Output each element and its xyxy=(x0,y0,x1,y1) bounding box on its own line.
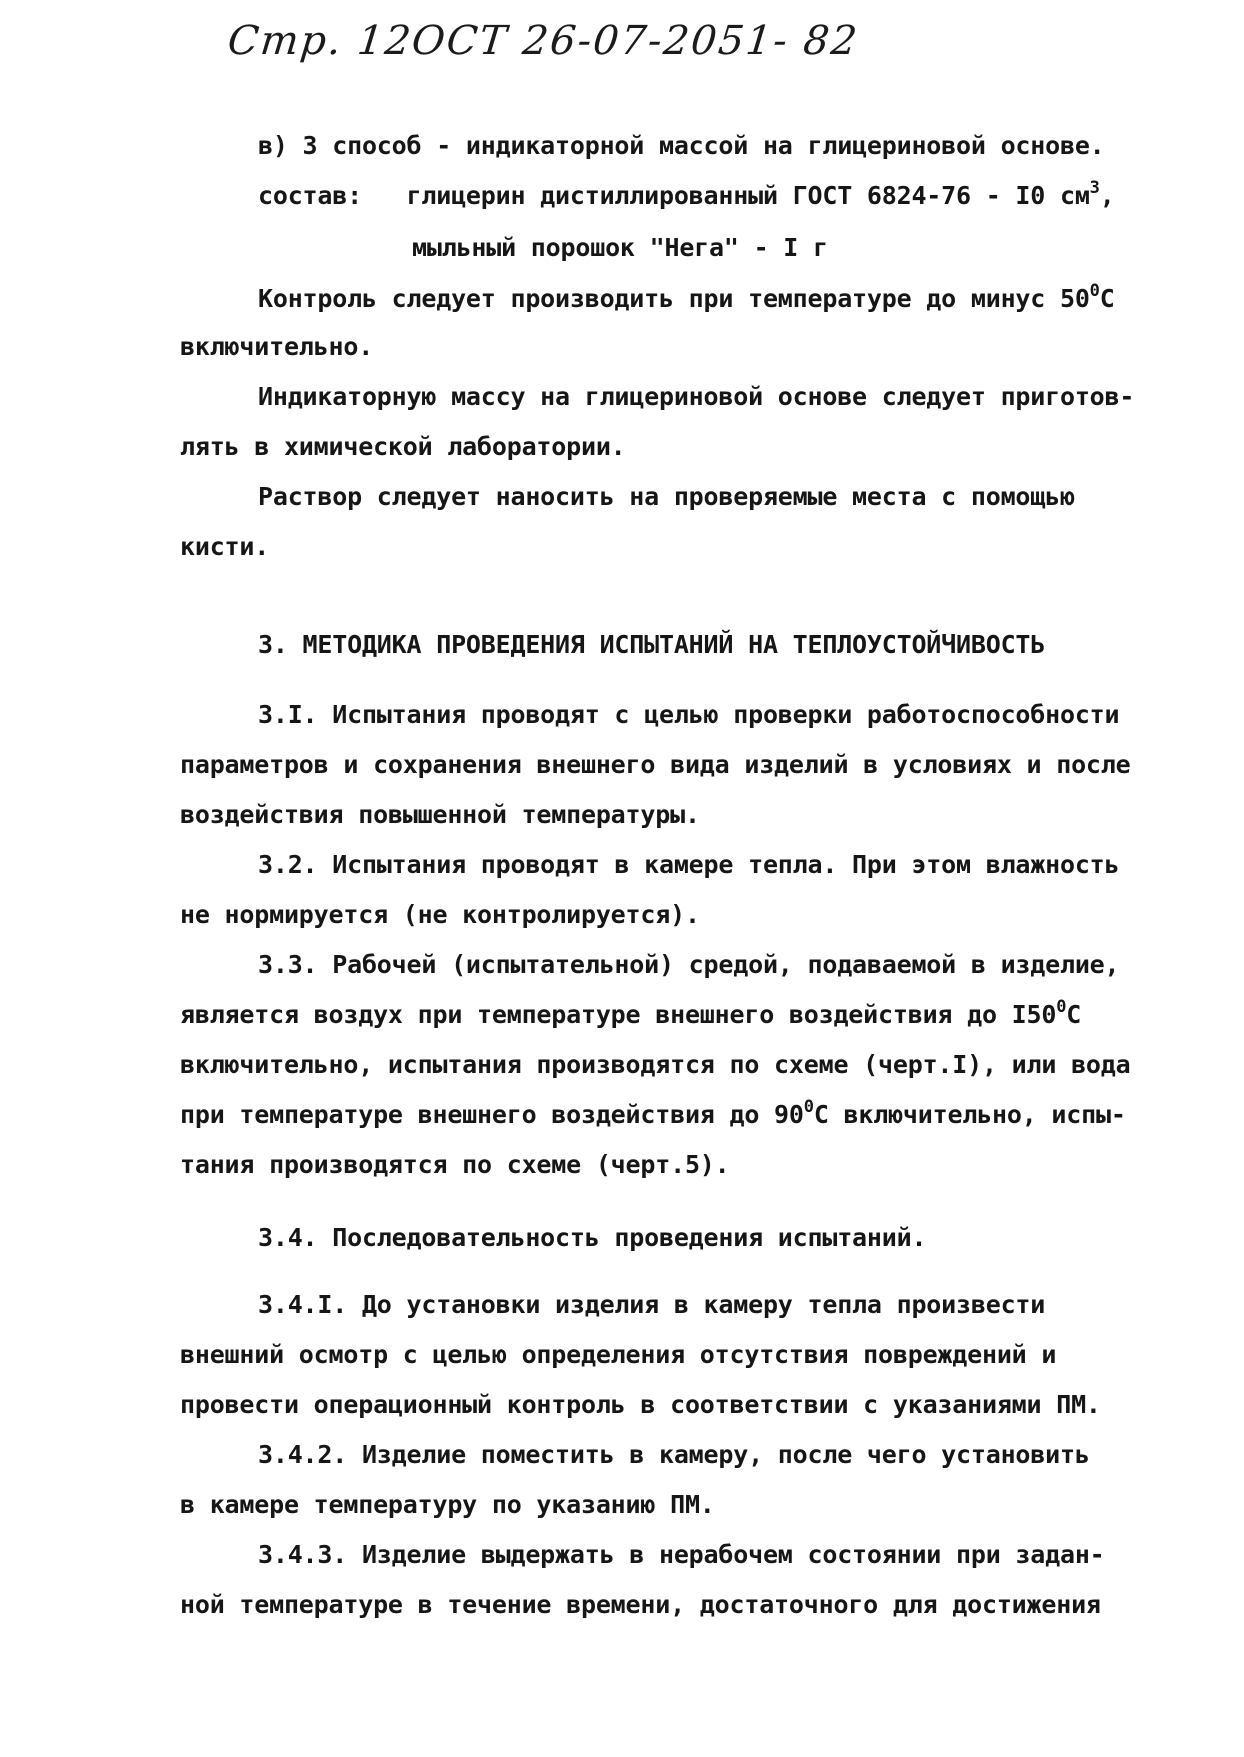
text-line: 3.4.I. До установки изделия в камеру тепла произвести xyxy=(258,1290,1046,1319)
text-line: Индикаторную массу на глицериновой основе следует приготов- xyxy=(258,382,1135,411)
text-line: включительно, испытания производятся по схеме (черт.I), или вода xyxy=(180,1050,1131,1079)
text-line: тания производятся по схеме (черт.5). xyxy=(180,1150,730,1179)
text-line: 3.4.3. Изделие выдержать в нерабочем состоянии при задан- xyxy=(258,1540,1105,1569)
text-line: состав: глицерин дистиллированный ГОСТ 6824-76 - I0 $см^3$, xyxy=(258,178,1115,210)
text-line: Раствор следует наносить на проверяемые места с помощью xyxy=(258,482,1075,511)
handwritten-page-number: Стр. 12 xyxy=(225,18,415,64)
text-line: в) 3 способ - индикаторной массой на глицериновой основе. xyxy=(258,131,1105,160)
text-line: при температуре внешнего воздействия до $90^0С$ включительно, испы- xyxy=(180,1097,1126,1129)
text-line: воздействия повышенной температуры. xyxy=(180,800,700,829)
degree-sign: 0 xyxy=(1056,997,1067,1017)
text-line: является воздух при температуре внешнего воздействия до $I50^0С$ xyxy=(180,997,1082,1029)
text-line: мыльный порошок "Нега" - I г xyxy=(412,233,828,262)
degree-sign: 0 xyxy=(803,1097,814,1117)
text-line: параметров и сохранения внешнего вида изделий в условиях и после xyxy=(180,750,1131,779)
section-heading: 3. МЕТОДИКА ПРОВЕДЕНИЯ ИСПЫТАНИЙ НА ТЕПЛОУСТОЙЧИВОСТЬ xyxy=(258,630,1046,659)
text-line: 3.4. Последовательность проведения испытаний. xyxy=(258,1223,927,1252)
handwritten-document-code: ОСТ 26-07-2051- 82 xyxy=(409,18,861,64)
text-line: 3.3. Рабочей (испытательной) средой, подаваемой в изделие, xyxy=(258,950,1120,979)
text-line: провести операционный контроль в соответствии с указаниями ПМ. xyxy=(180,1390,1101,1419)
text-line: в камере температуру по указанию ПМ. xyxy=(180,1490,715,1519)
superscript-3: 3 xyxy=(1089,178,1100,198)
text-line: 3.4.2. Изделие поместить в камеру, после чего установить xyxy=(258,1440,1090,1469)
text-line: 3.2. Испытания проводят в камере тепла. При этом влажность xyxy=(258,850,1120,879)
degree-sign: 0 xyxy=(1089,281,1100,301)
text-line: ной температуре в течение времени, достаточного для достижения xyxy=(180,1590,1101,1619)
text-line: лять в химической лаборатории. xyxy=(180,432,626,461)
text-line: включительно. xyxy=(180,332,374,361)
text-line: внешний осмотр с целью определения отсутствия повреждений и xyxy=(180,1340,1057,1369)
text-line: Контроль следует производить при температуре до минус $50^0С$ xyxy=(258,281,1115,313)
text-line: кисти. xyxy=(180,532,270,561)
text-line: 3.I. Испытания проводят с целью проверки работоспособности xyxy=(258,700,1120,729)
text-line: не нормируется (не контролируется). xyxy=(180,900,700,929)
